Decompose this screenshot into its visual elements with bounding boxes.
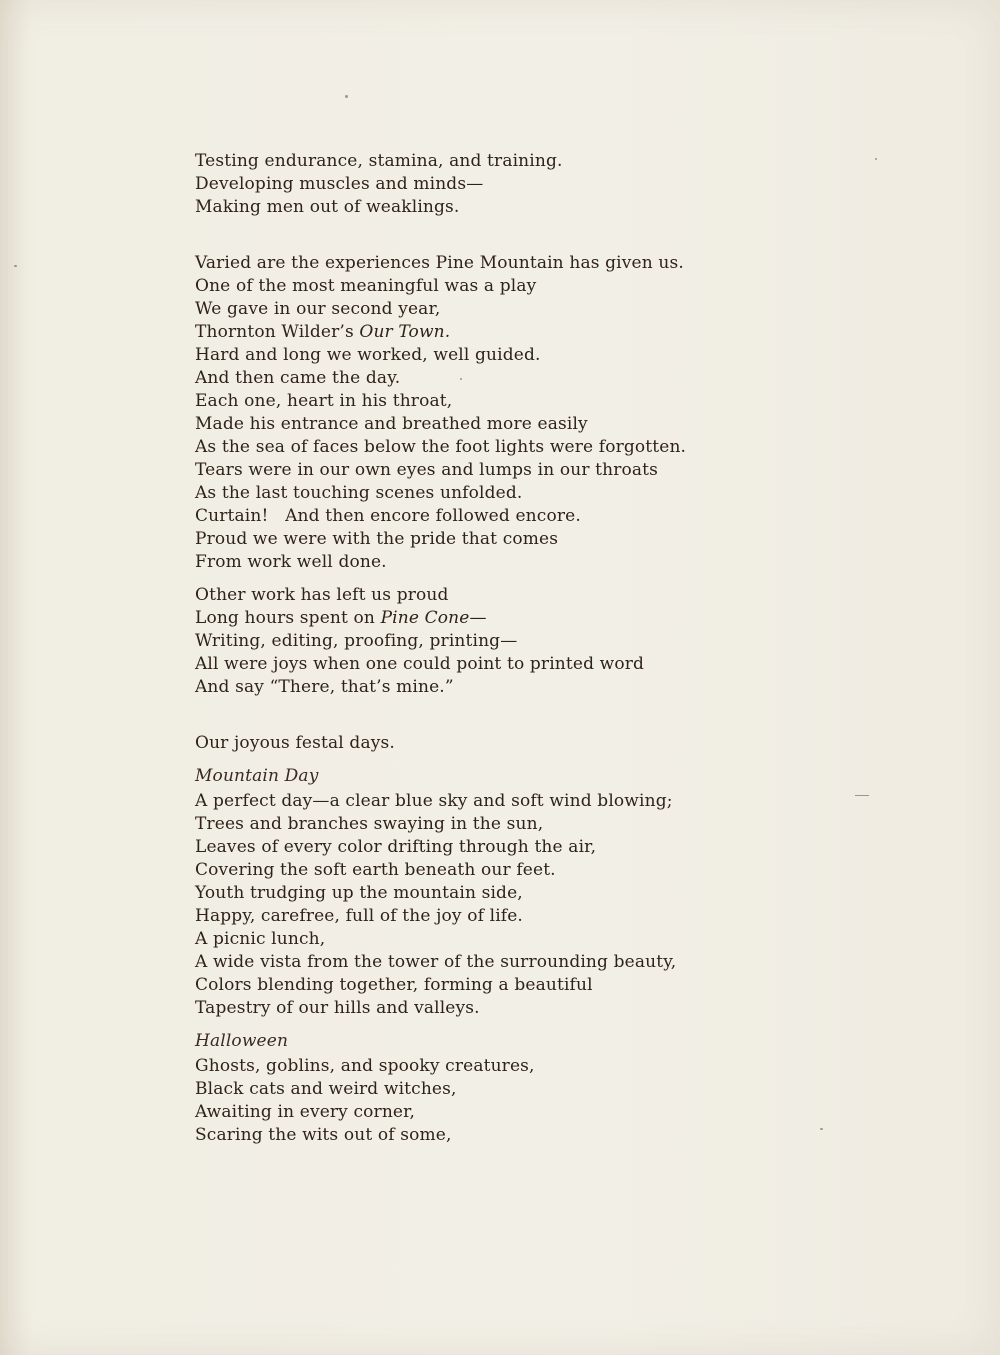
- poem-line: All were joys when one could point to printed word: [195, 654, 645, 674]
- poem-line: Trees and branches swaying in the sun,: [195, 814, 544, 834]
- poem-line: A picnic lunch,: [195, 929, 326, 949]
- festal-intro: Our joyous festal days.: [195, 733, 395, 753]
- paper-speck: [820, 1128, 823, 1130]
- poem-text: [195, 150, 755, 1147]
- paper-speck: [345, 95, 348, 98]
- poem-line: Made his entrance and breathed more easily: [195, 414, 588, 434]
- poem-line: And then came the day.: [195, 368, 401, 388]
- poem-line: Tapestry of our hills and valleys.: [195, 998, 480, 1018]
- poem-line: Awaiting in every corner,: [195, 1102, 416, 1122]
- section-heading: Halloween: [195, 1031, 289, 1051]
- poem-line: We gave in our second year,: [195, 299, 441, 319]
- poem-line: One of the most meaningful was a play: [195, 276, 537, 296]
- paper-speck: [14, 265, 17, 267]
- stanza-pine-cone: [195, 584, 755, 699]
- stanza-training: [195, 150, 755, 219]
- play-title: Our Town.: [359, 322, 451, 342]
- poem-line: Tears were in our own eyes and lumps in our throats: [195, 460, 659, 480]
- paper-speck: [855, 795, 869, 796]
- poem-line: Developing muscles and minds—: [195, 174, 484, 194]
- stanza-our-town: [195, 252, 755, 574]
- line-text: Long hours spent on: [195, 608, 381, 628]
- poem-line: Proud we were with the pride that comes: [195, 529, 559, 549]
- poem-line: And say “There, that’s mine.”: [195, 677, 454, 697]
- poem-line: Varied are the experiences Pine Mountain has given us.: [195, 253, 684, 273]
- poem-line: As the last touching scenes unfolded.: [195, 483, 523, 503]
- poem-line: Happy, carefree, full of the joy of life.: [195, 906, 523, 926]
- section-halloween: [195, 1030, 755, 1147]
- poem-line: [195, 321, 755, 344]
- section-heading: Mountain Day: [195, 766, 319, 786]
- poem-line: Black cats and weird witches,: [195, 1079, 457, 1099]
- poem-line: As the sea of faces below the foot lights were forgotten.: [195, 437, 687, 457]
- publication-title: Pine Cone—: [380, 608, 487, 628]
- poem-line: Each one, heart in his throat,: [195, 391, 453, 411]
- poem-line: A perfect day—a clear blue sky and soft wind blowing;: [195, 791, 673, 811]
- line-text: Thornton Wilder’s: [195, 322, 360, 342]
- poem-line: Youth trudging up the mountain side,: [195, 883, 523, 903]
- poem-line: Other work has left us proud: [195, 585, 449, 605]
- poem-line: Colors blending together, forming a beautiful: [195, 975, 593, 995]
- poem-line: A wide vista from the tower of the surrounding beauty,: [195, 952, 677, 972]
- poem-line: Scaring the wits out of some,: [195, 1125, 452, 1145]
- poem-line: Making men out of weaklings.: [195, 197, 460, 217]
- poem-line: Leaves of every color drifting through the air,: [195, 837, 597, 857]
- poem-line: [195, 607, 755, 630]
- poem-line: Covering the soft earth beneath our feet.: [195, 860, 556, 880]
- poem-line: Ghosts, goblins, and spooky creatures,: [195, 1056, 535, 1076]
- poem-line: Writing, editing, proofing, printing—: [195, 631, 518, 651]
- poem-line: From work well done.: [195, 552, 387, 572]
- poem-line: Hard and long we worked, well guided.: [195, 345, 541, 365]
- poem-line: Testing endurance, stamina, and training.: [195, 151, 563, 171]
- paper-speck: [875, 158, 877, 160]
- section-mountain-day: [195, 765, 755, 1020]
- poem-line: Curtain! And then encore followed encore.: [195, 506, 581, 526]
